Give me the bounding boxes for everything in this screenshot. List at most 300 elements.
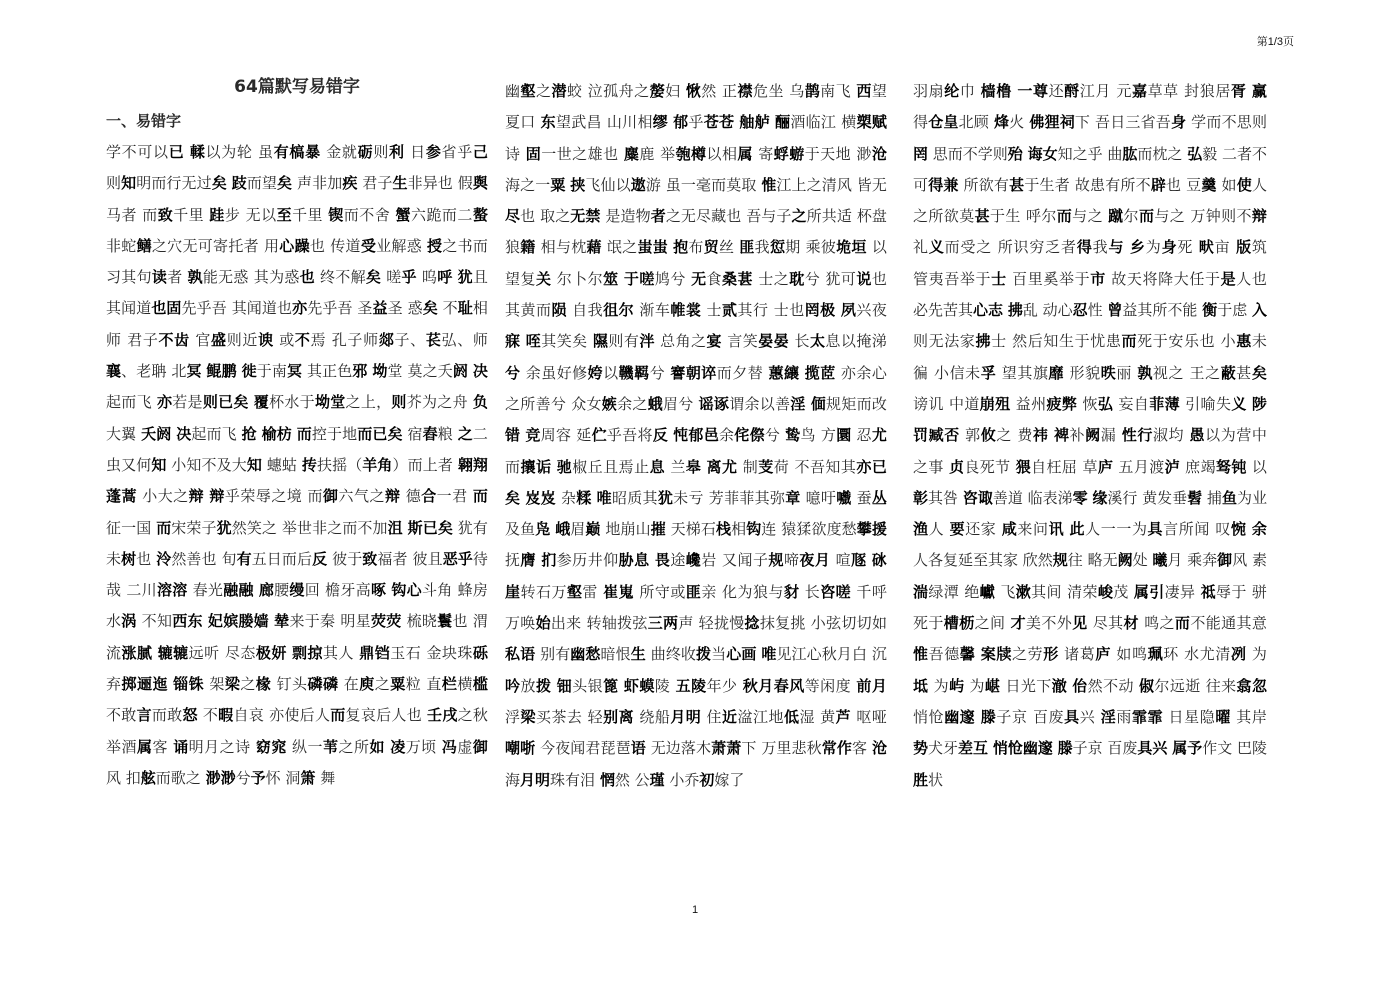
error-prone-word: 鱼 [1221, 488, 1237, 507]
error-prone-word: 淫 [1100, 707, 1117, 726]
error-prone-word: 心躁 [279, 236, 310, 255]
error-prone-word: 夙 [840, 301, 857, 320]
text-run: 相师 君子 [106, 299, 488, 349]
error-prone-word: 靡 [1048, 363, 1065, 382]
text-run: 鸣之 [1138, 614, 1175, 633]
error-prone-word: 咨诹 [962, 488, 993, 507]
error-prone-word: 曦 [1152, 551, 1168, 570]
error-prone-word: 己 [472, 143, 488, 161]
text-run: 忍 [851, 426, 872, 445]
text-run: 五日而后 [251, 549, 313, 568]
error-prone-word: 羊角 [362, 455, 393, 474]
error-prone-word: 嫠 [649, 82, 666, 100]
section-heading: 一、易错字 [106, 112, 182, 130]
text-run: 以为营中之事 [913, 426, 1267, 476]
text-run: 危坐 乌 [753, 82, 805, 100]
error-prone-word: 拂 [1007, 301, 1023, 320]
text-run: 鸟 方 [800, 426, 837, 445]
error-prone-word: 曜 [1215, 707, 1231, 726]
error-prone-word: 嘉 [1131, 82, 1148, 100]
error-prone-word: 有 [236, 549, 252, 568]
error-prone-word: 匏樽 [675, 144, 707, 163]
error-prone-word: 冯 [441, 737, 458, 756]
column-text [106, 137, 488, 794]
error-prone-word: 翱翔蓬蒿 [106, 455, 488, 506]
error-prone-word: 怒 [182, 706, 198, 725]
error-prone-word: 皋 [685, 457, 702, 476]
error-prone-word: 嘲哳 [505, 739, 536, 758]
text-run: 兮 [764, 426, 786, 445]
error-prone-word: 而 [1056, 207, 1073, 226]
error-prone-word: 夭阏 [141, 424, 172, 443]
text-run: 性 [1087, 301, 1108, 320]
error-prone-word: 惘 [599, 770, 615, 789]
error-prone-word: 而 [296, 424, 312, 443]
text-run: 礼 [913, 238, 929, 257]
text-run: 子京 百废 [1072, 739, 1138, 758]
error-prone-word: 形 [1043, 645, 1059, 664]
text-run: 之 费 [996, 426, 1033, 445]
text-run: 而歌之 [155, 768, 206, 787]
error-prone-word: 湍 [913, 582, 929, 601]
column-text [913, 76, 1267, 796]
text-run: 也 传道 [309, 236, 361, 255]
error-prone-word: 致 [157, 205, 174, 224]
text-run: 而望 [246, 174, 278, 193]
error-prone-word: 御 [323, 487, 339, 506]
text-run: 、老聃 北 [121, 362, 187, 381]
text-run: 官 [189, 330, 212, 349]
error-prone-word: 而 [1174, 614, 1191, 633]
text-run: 曲终收 [645, 645, 697, 664]
error-prone-word: 巉 [685, 551, 702, 570]
text-run: 郭 [959, 426, 981, 445]
error-prone-word: 渺渺 [205, 768, 236, 787]
error-prone-word: 章 [785, 488, 801, 507]
text-run: 江上之清风 皆无 [776, 175, 887, 194]
text-run: 环 水尤清 [1163, 645, 1231, 664]
error-prone-word: 西东 [172, 612, 203, 631]
error-prone-word: 夜月 [799, 551, 831, 570]
text-run: 余虽好修 [520, 363, 588, 382]
text-run: 人各复延至其家 欣然 [913, 551, 1053, 570]
text-run: 不知 [136, 612, 173, 631]
error-prone-word: 而 [1138, 207, 1155, 226]
text-run: 下 万里悲秋 [741, 739, 822, 758]
error-prone-word: 覆 [253, 393, 270, 412]
error-prone-word: 磷磷 [307, 675, 339, 694]
error-prone-word: 瑾 [649, 770, 665, 789]
error-prone-word: 如 [369, 737, 385, 756]
error-prone-word: 剽掠 [292, 643, 324, 662]
text-run: 呜 [416, 268, 438, 287]
error-prone-word: 摧 [650, 520, 666, 539]
error-prone-word: 忳郁邑 [673, 426, 719, 445]
text-run: 控于地 [311, 424, 358, 443]
text-run: 之劳 [1012, 645, 1044, 664]
error-prone-word: 钩 [746, 520, 762, 539]
text-run: 益州 [1010, 394, 1047, 413]
error-prone-word: 陨 [551, 301, 567, 320]
text-run: 省乎 [441, 143, 473, 161]
error-prone-word: 言 [136, 706, 152, 725]
text-run: 思而不学则 [928, 144, 1008, 163]
text-run: 亩 [1214, 238, 1237, 257]
text-run: 亲 化为狼与 [701, 582, 784, 601]
text-run: 小知不及大 [166, 455, 247, 474]
error-prone-word: 胜 [913, 770, 929, 789]
text-run: 其咎 [928, 488, 963, 507]
error-prone-word: 融融 [223, 581, 254, 600]
text-run: 也 渭流 [106, 612, 488, 662]
error-prone-word: 私语 [505, 645, 536, 664]
error-prone-word: 捻 [744, 614, 760, 633]
text-run: 周容 延 [540, 426, 592, 445]
error-prone-word: 凫 [535, 520, 551, 539]
error-prone-word: 漱 [1015, 582, 1032, 601]
error-prone-word: 舆 [472, 174, 488, 193]
error-prone-word: 渔 [913, 520, 929, 539]
text-run: 辱于 骈死于 [913, 582, 1267, 633]
error-prone-word: 月明 [520, 770, 551, 789]
error-prone-word: 也 [299, 268, 315, 287]
text-run: 所共适 杯盘狼 [505, 207, 887, 257]
text-run: 地崩山 [600, 520, 651, 539]
error-prone-word: 读 [151, 268, 168, 287]
text-run: 今夜闻君琵琶 [535, 739, 631, 758]
error-prone-word: 悄怆幽邃 [992, 739, 1053, 758]
text-run: 千里 [173, 205, 210, 224]
text-run: 如鸣 [1111, 645, 1148, 664]
error-prone-word: 畏 [654, 551, 671, 570]
error-prone-word: 辩 [1251, 207, 1267, 226]
error-prone-word: 孰 [187, 268, 203, 287]
error-prone-word: 槛 [472, 675, 488, 694]
text-run: 复哀后人也 [345, 706, 428, 725]
text-run: 还家 [965, 520, 1002, 539]
text-run: 弃 [106, 675, 122, 694]
error-prone-word: 蕙纕 [768, 363, 800, 382]
error-prone-word: 舷 [140, 768, 156, 787]
text-run: 见江心秋月白 沉 [776, 645, 887, 664]
error-prone-word: 咸 [1001, 520, 1018, 539]
error-prone-word: 常作 [821, 739, 852, 758]
error-prone-word: 身 [1161, 238, 1178, 257]
error-prone-word: 椽 [255, 675, 272, 694]
error-prone-word: 樯橹 [980, 82, 1012, 100]
error-prone-word: 梁 [224, 675, 241, 694]
error-prone-word: 诵 [173, 737, 189, 756]
error-prone-word: 钩心 [391, 581, 422, 600]
text-run: 买茶去 轻 [535, 707, 604, 726]
error-prone-word: 之 [457, 424, 473, 443]
error-prone-word: 甚 [974, 207, 990, 226]
text-run: 蛟 泣孤舟之 [566, 82, 650, 100]
text-run: 不 [197, 706, 219, 725]
error-prone-word: 庐 [1097, 457, 1114, 476]
error-prone-word: 之 [791, 207, 807, 226]
error-prone-word: 佛狸祠 [1029, 113, 1075, 132]
text-run: 业解惑 [376, 236, 428, 255]
error-prone-word: 愚 [1189, 426, 1206, 445]
error-prone-word: 髫 [1187, 488, 1203, 507]
error-prone-word: 者 [650, 207, 666, 226]
text-run: 参历井仰 [556, 551, 619, 570]
error-prone-word: 藉 [586, 238, 602, 257]
text-run: 尔卜尔 [551, 269, 604, 288]
error-prone-word: 拨 [535, 676, 552, 695]
error-prone-word: 崩殂 [979, 394, 1011, 413]
text-run: 益其所不能 [1122, 301, 1203, 320]
text-run: 亦余心之所善兮 众女 [505, 363, 887, 413]
error-prone-word: 廊 [258, 581, 275, 600]
error-prone-word: 苍苍 [703, 113, 735, 132]
error-prone-word: 矣 [422, 299, 438, 318]
error-prone-word: 粟 [390, 675, 406, 694]
text-run: 眉兮 [662, 394, 699, 413]
error-prone-word: 近 [722, 707, 738, 726]
text-run: 江月 元 [1079, 82, 1132, 100]
text-run: 之 [240, 675, 256, 694]
error-prone-word: 殆 [1007, 144, 1023, 163]
error-prone-word: 啄 [370, 581, 387, 600]
text-run: 人之所欲莫 [913, 175, 1267, 226]
error-prone-word: 诼 [713, 394, 730, 413]
error-prone-word: 筮 [603, 269, 619, 288]
error-prone-word: 关 [535, 269, 552, 288]
error-prone-word: 有槁暴 [273, 143, 321, 161]
text-run: 以为轮 虽 [205, 143, 274, 161]
text-run: 而不舍 [343, 205, 396, 224]
text-run: 以望复 [505, 238, 887, 288]
error-prone-word: 无禁 [570, 207, 601, 226]
text-run: 者 [167, 268, 188, 287]
error-prone-word: 义 [928, 238, 945, 257]
text-run: 六气之 [338, 487, 385, 506]
error-prone-word: 栈 [715, 520, 732, 539]
error-prone-word: 合 [421, 487, 437, 506]
text-run: 兮 [235, 768, 251, 787]
error-prone-word: 属予 [1172, 739, 1203, 758]
text-run: 诗 [505, 144, 526, 163]
error-prone-word: 心志 [973, 301, 1004, 320]
error-prone-word: 授 [427, 236, 443, 255]
error-prone-word: 初 [699, 770, 715, 789]
error-prone-word: 榆枋 [261, 424, 292, 443]
text-run: 及鱼 [505, 520, 536, 539]
text-run: 抚 [505, 551, 521, 570]
error-prone-word: 西 [856, 82, 872, 100]
text-run: 知之乎 曲 [1057, 144, 1123, 163]
error-prone-word: 讯 [1048, 520, 1065, 539]
error-prone-word: 于嗟 [623, 269, 655, 288]
text-run: 于天地 渺 [804, 144, 872, 163]
error-prone-word: 砾 [472, 643, 488, 662]
error-prone-word: 知 [121, 174, 137, 193]
error-prone-word: 昳 [1100, 363, 1117, 382]
text-run: 妄自 [1113, 394, 1150, 413]
error-prone-word: 始 [535, 614, 551, 633]
text-run: 福者 彼且 [377, 549, 443, 568]
text-run: 所守或 [634, 582, 686, 601]
column-2 [505, 76, 887, 796]
error-prone-word: 前月 [856, 676, 887, 695]
text-run: 之无尽藏也 吾与子 [665, 207, 792, 226]
text-run: 言笑 [722, 332, 759, 351]
error-prone-word: 反 [652, 426, 669, 445]
error-prone-word: 砯崖 [505, 551, 887, 601]
error-prone-word: 秋月春风 [742, 676, 805, 695]
text-run: 弘、师 [441, 330, 488, 349]
text-run: 斗角 蜂房水 [106, 581, 488, 631]
text-run: 一世之雄也 [541, 144, 624, 163]
error-prone-word: 鸷 [785, 426, 801, 445]
text-run: 六跪而二 [410, 205, 473, 224]
text-run: 雷 [582, 582, 604, 601]
text-run: 鹿 举 [639, 144, 676, 163]
text-run: 于虑 [1217, 301, 1252, 320]
text-run: 放 [520, 676, 536, 695]
error-prone-word: 缘 [1092, 488, 1108, 507]
text-run: 德 [400, 487, 422, 506]
text-run: 处 [1132, 551, 1153, 570]
error-prone-word: 而 [1121, 332, 1138, 351]
text-run: 学不可以 [106, 143, 169, 161]
error-prone-word: 得 [1076, 238, 1093, 257]
text-run: 其行 士也 [737, 301, 805, 320]
error-prone-word: 乎 [401, 268, 417, 287]
error-prone-word: 辩 [209, 487, 225, 506]
text-run: 为 [1145, 238, 1162, 257]
error-prone-word: 五陵 [675, 676, 707, 695]
text-run: 子京 百废 [996, 707, 1065, 726]
error-prone-word: 余 [1251, 520, 1267, 539]
error-prone-word: 弘 [1097, 394, 1114, 413]
text-run: 其正色 [302, 362, 353, 381]
error-prone-word: 决 [472, 362, 488, 381]
text-run: 幽 [505, 82, 521, 100]
error-prone-word: 攀援 [856, 520, 887, 539]
error-prone-word: 亦已矣 [505, 457, 887, 507]
error-prone-word: 阙 [1117, 551, 1133, 570]
error-prone-word: 偭 [810, 394, 827, 413]
error-prone-word: 属 [737, 144, 753, 163]
error-prone-word: 蜉蝣 [773, 144, 805, 163]
text-run: 杂 [555, 488, 577, 507]
error-prone-word: 利 [389, 143, 405, 161]
error-prone-word: 愆 [769, 238, 786, 257]
error-prone-word: 砺 [357, 143, 374, 161]
column-3 [913, 76, 1267, 796]
text-run: 金就 [320, 143, 358, 161]
text-run: 谓余以善 [729, 394, 791, 413]
text-run: 美不外 [1025, 614, 1073, 633]
error-prone-word: 具 [1147, 520, 1164, 539]
error-prone-word: 惠 [1236, 332, 1252, 351]
text-run: 为 [964, 676, 985, 695]
error-prone-word: 知 [151, 455, 167, 474]
text-run: 途 [670, 551, 686, 570]
error-prone-word: 致 [362, 549, 378, 568]
error-prone-word: 犹 [457, 268, 473, 287]
text-run: 春光 [187, 581, 224, 600]
error-prone-word: 至 [276, 205, 293, 224]
error-prone-word: 拨 [696, 645, 712, 664]
error-prone-word: 箫 [300, 768, 316, 787]
error-prone-word: 此 [1069, 520, 1086, 539]
error-prone-word: 唯 [596, 488, 612, 507]
error-prone-word: 襟 [737, 82, 753, 100]
error-prone-word: 菲薄 [1149, 394, 1180, 413]
error-prone-word: 滕 [980, 707, 997, 726]
error-prone-word: 谀 [258, 330, 274, 349]
error-prone-word: 翕忽 [1236, 676, 1267, 695]
error-prone-word: 槊赋 [856, 113, 887, 132]
error-prone-word: 矣 [1251, 363, 1267, 382]
text-run: 自哀 亦使后人 [233, 706, 331, 725]
error-prone-word: 荧荧 [370, 612, 402, 631]
error-prone-word: 驽钝 [1215, 457, 1247, 476]
error-prone-word: 贸 [703, 238, 720, 257]
error-prone-word: 帷裳 [670, 301, 702, 320]
error-prone-word: 惟 [761, 175, 777, 194]
text-run: 也 [136, 549, 157, 568]
error-prone-word: 鼎铛 [359, 643, 391, 662]
text-run: 椒丘且焉止 [572, 457, 650, 476]
text-run: 为 [1246, 645, 1267, 664]
error-prone-word: 呼 [437, 268, 453, 287]
error-prone-word: 苌 [425, 330, 442, 349]
text-run: 噫吁 [800, 488, 837, 507]
error-prone-word: 则已矣 [202, 393, 249, 412]
text-run: 荷 不吾知其 [773, 457, 857, 476]
text-run: 氓之 [601, 238, 638, 257]
text-run: 未徧 小信未 [913, 332, 1267, 382]
text-run: 征一国 [106, 518, 157, 537]
text-run: 也 其黄而 [505, 269, 887, 320]
error-prone-word: 入 [1252, 301, 1268, 320]
column-1 [106, 76, 488, 794]
text-run: 相 [731, 520, 747, 539]
error-prone-word: 负 [472, 393, 488, 412]
error-prone-word: 膺 [520, 551, 536, 570]
error-prone-word: 太 [809, 332, 826, 351]
text-run: 杯水于 [269, 393, 315, 412]
text-run: 犹有未 [106, 518, 488, 568]
error-prone-word: 蹴 [1108, 207, 1124, 226]
error-prone-word: 甚 [1009, 175, 1025, 194]
text-run: 风 扣 [106, 768, 141, 787]
error-prone-word: 沧 [871, 739, 887, 758]
text-run: 尔远逝 往来 [1154, 676, 1237, 695]
error-prone-word: 罔极 [804, 301, 836, 320]
text-run: 总角之 [654, 332, 707, 351]
error-prone-word: 丛 [871, 488, 887, 507]
error-prone-word: 息 [649, 457, 666, 476]
error-prone-word: 材 [1123, 614, 1139, 633]
text-run: 长 [789, 332, 810, 351]
text-run: 梳晓 [401, 612, 438, 631]
error-prone-word: 钿 [556, 676, 573, 695]
error-prone-word: 恶乎 [442, 549, 473, 568]
error-prone-word: 鲲鹏 [206, 362, 237, 381]
error-prone-word: 螯 [472, 205, 488, 224]
text-run: 余 [719, 426, 735, 445]
error-prone-word: 襄 [106, 362, 122, 381]
error-prone-word: 寐 [505, 332, 521, 351]
error-prone-word: 邪 [352, 362, 368, 381]
error-prone-word: 兮 [505, 363, 521, 382]
